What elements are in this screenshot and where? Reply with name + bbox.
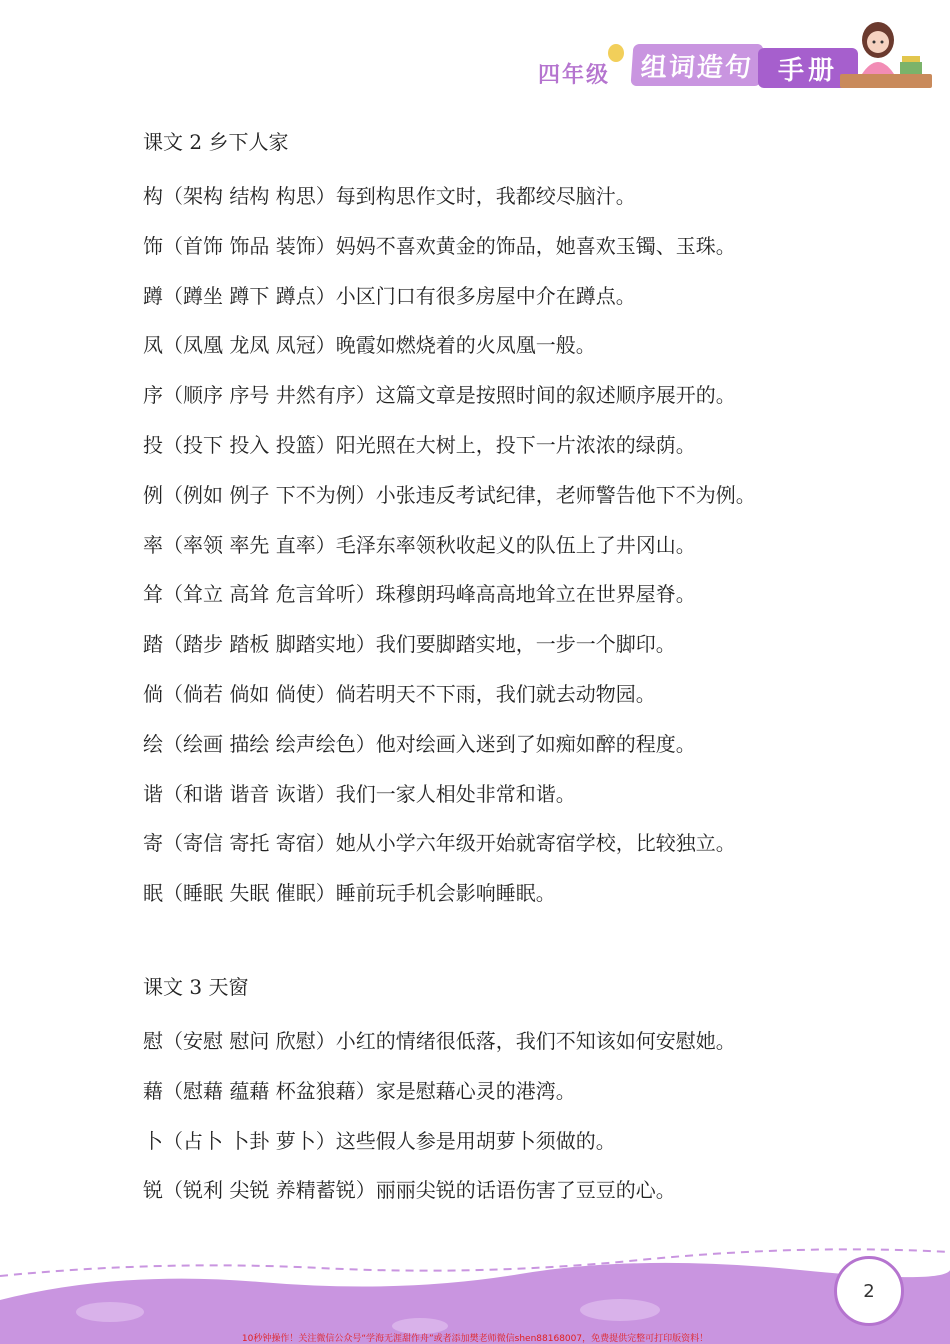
promo-footer-text: 10秒钟操作！关注微信公众号“学海无涯甜作舟”或者添加樊老师微信shen88168007，免费提供完整可打印版资料！ [241, 1334, 709, 1344]
entry-line: 耸（耸立 高耸 危言耸听）珠穆朗玛峰高高地耸立在世界屋脊。 [143, 582, 696, 607]
book-type-tag: 手册 [758, 48, 858, 88]
entry-line: 倘（倘若 倘如 倘使）倘若明天不下雨，我们就去动物园。 [143, 681, 656, 706]
entry-line: 踏（踏步 踏板 脚踏实地）我们要脚踏实地，一步一个脚印。 [143, 632, 676, 657]
entry-line: 藉（慰藉 蕴藉 杯盆狼藉）家是慰藉心灵的港湾。 [143, 1078, 576, 1103]
page-header [0, 0, 950, 110]
entry-line: 蹲（蹲坐 蹲下 蹲点）小区门口有很多房屋中介在蹲点。 [143, 283, 636, 308]
entry-line: 卜（占卜 卜卦 萝卜）这些假人参是用胡萝卜须做的。 [143, 1128, 616, 1153]
lightbulb-icon [608, 44, 624, 62]
entry-line: 序（顺序 序号 井然有序）这篇文章是按照时间的叙述顺序展开的。 [143, 383, 736, 408]
entry-line: 构（架构 结构 构思）每到构思作文时，我都绞尽脑汁。 [143, 184, 636, 208]
book-title-tag: 组词造句 [631, 44, 764, 86]
section-lesson-2 [143, 122, 843, 919]
entry-line: 寄（寄信 寄托 寄宿）她从小学六年级开始就寄宿学校，比较独立。 [143, 831, 736, 856]
footer-wave-decoration [0, 1230, 950, 1344]
entry-line: 率（率领 率先 直率）毛泽东率领秋收起义的队伍上了井冈山。 [143, 532, 696, 557]
section-title: 课文 3 天窗 [143, 974, 249, 999]
entry-line: 慰（安慰 慰问 欣慰）小红的情绪很低落，我们不知该如何安慰她。 [143, 1028, 736, 1053]
entry-line: 眠（睡眠 失眠 催眠）睡前玩手机会影响睡眠。 [143, 881, 556, 906]
teacher-illustration-icon [840, 18, 932, 92]
entry-line: 投（投下 投入 投篮）阳光照在大树上，投下一片浓浓的绿荫。 [143, 432, 696, 457]
entry-line: 饰（首饰 饰品 装饰）妈妈不喜欢黄金的饰品，她喜欢玉镯、玉珠。 [143, 233, 736, 258]
entry-line: 锐（锐利 尖锐 养精蓄锐）丽丽尖锐的话语伤害了豆豆的心。 [143, 1178, 676, 1203]
entry-line: 凤（凤凰 龙凤 凤冠）晚霞如燃烧着的火凤凰一般。 [143, 333, 596, 358]
page-number: 2 [834, 1256, 904, 1326]
main-content [143, 122, 843, 1216]
section-title: 课文 2 乡下人家 [143, 130, 289, 154]
grade-label: 四年级 [538, 63, 611, 88]
entry-line: 绘（绘画 描绘 绘声绘色）他对绘画入迷到了如痴如醉的程度。 [143, 731, 696, 756]
entry-line: 例（例如 例子 下不为例）小张违反考试纪律，老师警告他下不为例。 [143, 482, 756, 507]
entry-line: 谐（和谐 谐音 诙谐）我们一家人相处非常和谐。 [143, 781, 576, 806]
section-lesson-3 [143, 967, 843, 1216]
